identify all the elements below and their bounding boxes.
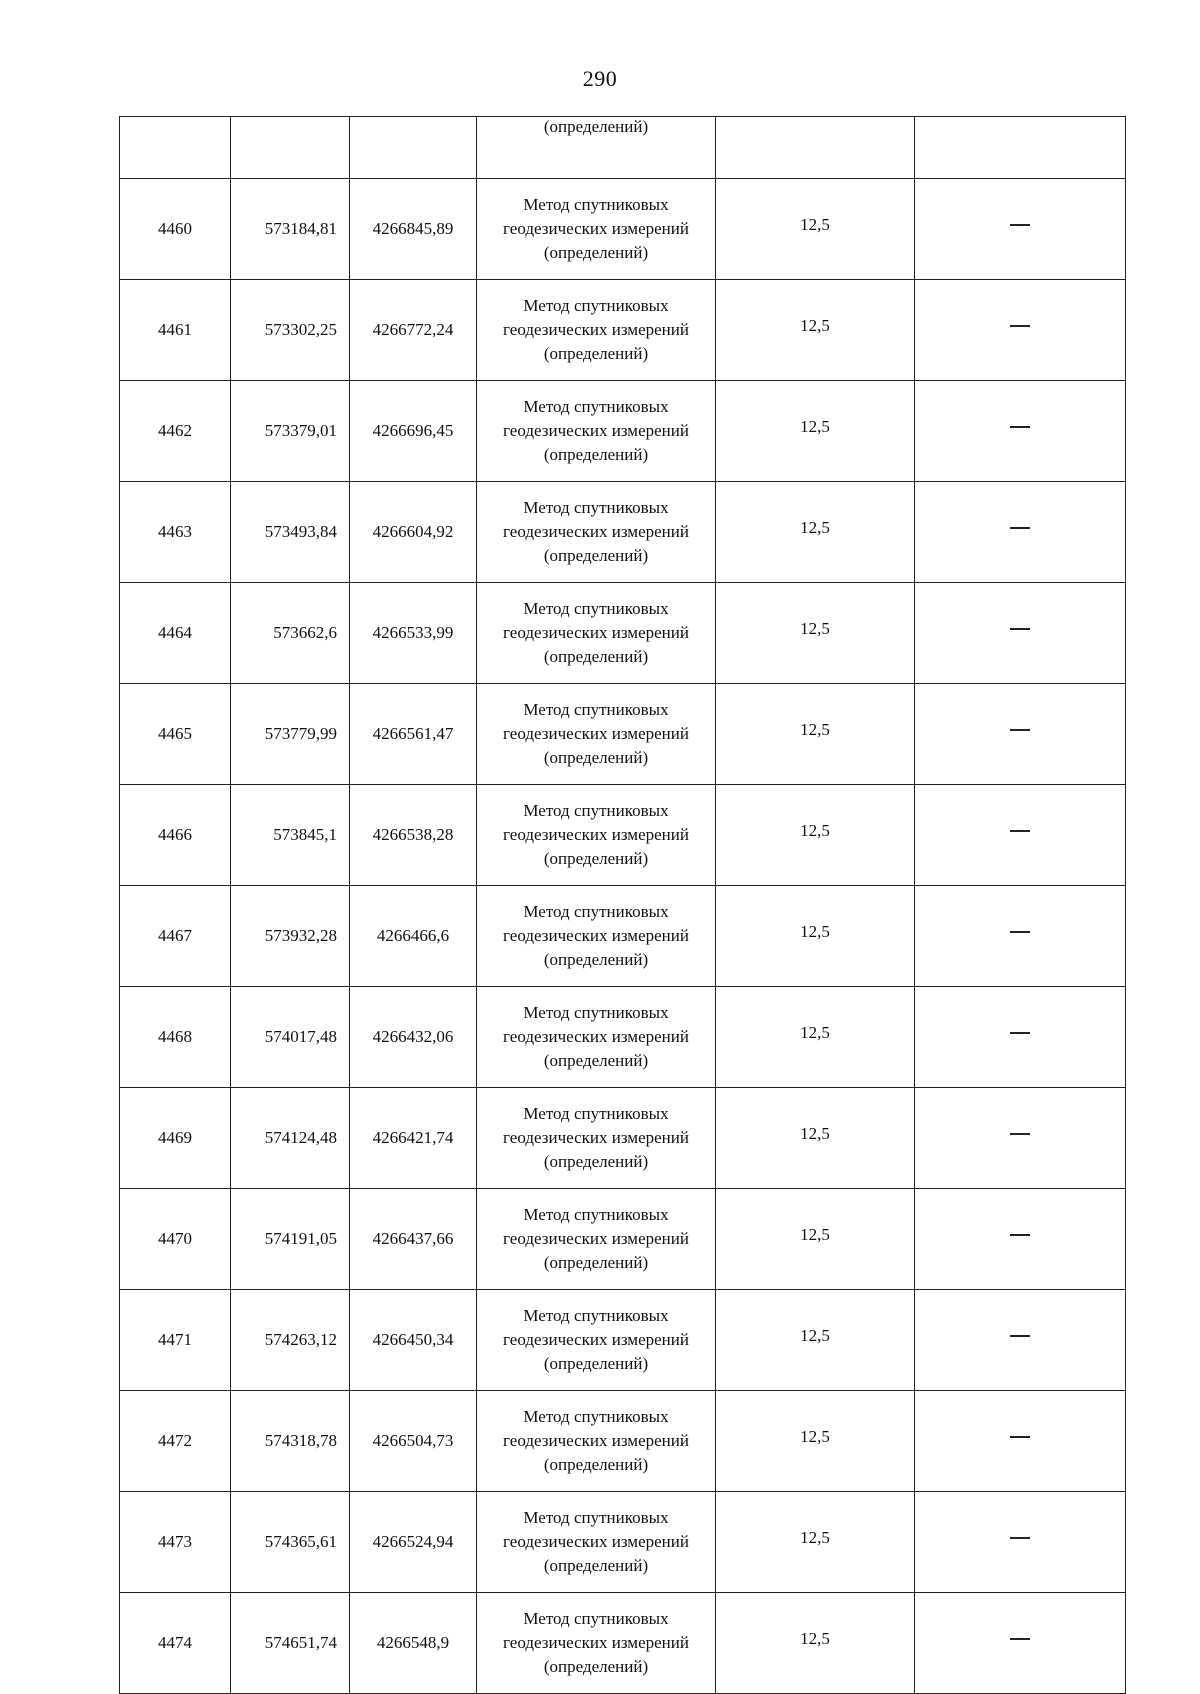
method-line: (определений): [543, 243, 649, 262]
dash-mark: [1010, 1032, 1030, 1033]
cell-accuracy: 12,5: [716, 1391, 915, 1492]
cell-y: 4266524,94: [350, 1492, 477, 1593]
method-line: геодезических измерений: [503, 1128, 689, 1147]
method-line: (определений): [543, 445, 649, 464]
method-line: геодезических измерений: [503, 1027, 689, 1046]
cell-method: [477, 1492, 716, 1593]
table-row: [120, 1290, 1126, 1391]
cell-note: [915, 684, 1126, 785]
dash-mark: [1010, 1234, 1030, 1235]
method-line: геодезических измерений: [503, 1431, 689, 1450]
method-line: геодезических измерений: [503, 1532, 689, 1551]
table-row: [120, 583, 1126, 684]
cell-y: 4266538,28: [350, 785, 477, 886]
dash-mark: [1010, 628, 1030, 629]
cell-num: 4469: [120, 1088, 231, 1189]
dash-mark: [1010, 1638, 1030, 1639]
method-line: Метод спутниковых: [523, 599, 669, 618]
cell-num: 4472: [120, 1391, 231, 1492]
method-line: (определений): [543, 1455, 649, 1474]
cell-x: 574017,48: [231, 987, 350, 1088]
method-line: (определений): [543, 1152, 649, 1171]
method-line: (определений): [543, 1354, 649, 1373]
cell-accuracy: 12,5: [716, 179, 915, 280]
method-line: (определений): [543, 344, 649, 363]
cell-method: [477, 1593, 716, 1694]
table-row: [120, 381, 1126, 482]
table-row: [120, 1593, 1126, 1694]
cell-num: 4468: [120, 987, 231, 1088]
table-row: [120, 1492, 1126, 1593]
cell-accuracy: 12,5: [716, 1088, 915, 1189]
cell-x: 574263,12: [231, 1290, 350, 1391]
dash-mark: [1010, 830, 1030, 831]
table-row: [120, 785, 1126, 886]
cell-num: 4473: [120, 1492, 231, 1593]
cell-method: [477, 987, 716, 1088]
cell-note: [915, 886, 1126, 987]
cell-method: (определений): [477, 117, 716, 179]
method-line: Метод спутниковых: [523, 1205, 669, 1224]
method-line: (определений): [543, 849, 649, 868]
cell-method: [477, 280, 716, 381]
cell-accuracy: 12,5: [716, 684, 915, 785]
method-line: Метод спутниковых: [523, 1003, 669, 1022]
cell-num: 4460: [120, 179, 231, 280]
cell-x: [231, 117, 350, 179]
cell-x: 574365,61: [231, 1492, 350, 1593]
cell-accuracy: 12,5: [716, 1593, 915, 1694]
dash-mark: [1010, 1335, 1030, 1336]
cell-accuracy: 12,5: [716, 482, 915, 583]
cell-accuracy: 12,5: [716, 1290, 915, 1391]
cell-x: 573493,84: [231, 482, 350, 583]
method-line: (определений): [543, 1253, 649, 1272]
cell-y: 4266696,45: [350, 381, 477, 482]
table-row: [120, 482, 1126, 583]
cell-note: [915, 583, 1126, 684]
cell-x: 574318,78: [231, 1391, 350, 1492]
cell-accuracy: 12,5: [716, 1189, 915, 1290]
cell-accuracy: [716, 117, 915, 179]
cell-y: 4266772,24: [350, 280, 477, 381]
continuation-row: [120, 117, 1126, 179]
cell-y: [350, 117, 477, 179]
method-line: Метод спутниковых: [523, 498, 669, 517]
cell-x: 573662,6: [231, 583, 350, 684]
cell-note: [915, 1391, 1126, 1492]
method-line: Метод спутниковых: [523, 902, 669, 921]
dash-mark: [1010, 1537, 1030, 1538]
cell-x: 573302,25: [231, 280, 350, 381]
cell-y: 4266421,74: [350, 1088, 477, 1189]
cell-method: [477, 1189, 716, 1290]
cell-note: [915, 785, 1126, 886]
cell-accuracy: 12,5: [716, 987, 915, 1088]
cell-x: 574124,48: [231, 1088, 350, 1189]
cell-note: [915, 1492, 1126, 1593]
cell-y: 4266561,47: [350, 684, 477, 785]
cell-num: [120, 117, 231, 179]
method-line: Метод спутниковых: [523, 397, 669, 416]
cell-note: [915, 1189, 1126, 1290]
method-line: Метод спутниковых: [523, 801, 669, 820]
cell-method: [477, 785, 716, 886]
cell-method: [477, 482, 716, 583]
cell-num: 4471: [120, 1290, 231, 1391]
coordinates-table: [119, 116, 1126, 1694]
table-row: [120, 684, 1126, 785]
method-line: геодезических измерений: [503, 724, 689, 743]
method-line: геодезических измерений: [503, 219, 689, 238]
cell-y: 4266504,73: [350, 1391, 477, 1492]
dash-mark: [1010, 527, 1030, 528]
table-row: [120, 179, 1126, 280]
cell-note: [915, 1290, 1126, 1391]
cell-method: [477, 381, 716, 482]
cell-note: [915, 987, 1126, 1088]
method-line: геодезических измерений: [503, 421, 689, 440]
method-line: геодезических измерений: [503, 1633, 689, 1652]
cell-accuracy: 12,5: [716, 280, 915, 381]
method-line: (определений): [543, 748, 649, 767]
cell-num: 4462: [120, 381, 231, 482]
method-line: Метод спутниковых: [523, 1104, 669, 1123]
table-row: [120, 1088, 1126, 1189]
cell-method: [477, 179, 716, 280]
cell-x: 574191,05: [231, 1189, 350, 1290]
cell-y: 4266604,92: [350, 482, 477, 583]
cell-y: 4266437,66: [350, 1189, 477, 1290]
cell-y: 4266548,9: [350, 1593, 477, 1694]
dash-mark: [1010, 224, 1030, 225]
cell-num: 4466: [120, 785, 231, 886]
method-line: геодезических измерений: [503, 623, 689, 642]
dash-mark: [1010, 931, 1030, 932]
cell-note: [915, 1088, 1126, 1189]
method-line: Метод спутниковых: [523, 195, 669, 214]
cell-method: [477, 583, 716, 684]
cell-method: [477, 684, 716, 785]
method-line: (определений): [543, 647, 649, 666]
cell-y: 4266466,6: [350, 886, 477, 987]
method-line: (определений): [543, 1657, 649, 1676]
method-line: (определений): [543, 1051, 649, 1070]
cell-accuracy: 12,5: [716, 1492, 915, 1593]
table-body: [120, 117, 1126, 1694]
cell-method: [477, 1391, 716, 1492]
cell-num: 4470: [120, 1189, 231, 1290]
cell-note: [915, 381, 1126, 482]
cell-y: 4266845,89: [350, 179, 477, 280]
cell-accuracy: 12,5: [716, 785, 915, 886]
cell-method: [477, 1088, 716, 1189]
cell-num: 4461: [120, 280, 231, 381]
cell-note: [915, 179, 1126, 280]
cell-num: 4463: [120, 482, 231, 583]
table-row: [120, 886, 1126, 987]
method-line: Метод спутниковых: [523, 1306, 669, 1325]
method-line: Метод спутниковых: [523, 1609, 669, 1628]
dash-mark: [1010, 1436, 1030, 1437]
method-line: геодезических измерений: [503, 1229, 689, 1248]
dash-mark: [1010, 325, 1030, 326]
cell-method: [477, 886, 716, 987]
cell-accuracy: 12,5: [716, 381, 915, 482]
cell-note: [915, 482, 1126, 583]
cell-x: 573184,81: [231, 179, 350, 280]
method-line: (определений): [543, 546, 649, 565]
page-number: 290: [582, 66, 618, 91]
cell-x: 573932,28: [231, 886, 350, 987]
table-row: [120, 1189, 1126, 1290]
cell-x: 573845,1: [231, 785, 350, 886]
dash-mark: [1010, 729, 1030, 730]
dash-mark: [1010, 426, 1030, 427]
cell-y: 4266450,34: [350, 1290, 477, 1391]
cell-note: [915, 117, 1126, 179]
cell-method: [477, 1290, 716, 1391]
cell-x: 574651,74: [231, 1593, 350, 1694]
cell-x: 573779,99: [231, 684, 350, 785]
dash-mark: [1010, 1133, 1030, 1134]
cell-num: 4464: [120, 583, 231, 684]
table-row: [120, 280, 1126, 381]
method-line: геодезических измерений: [503, 926, 689, 945]
cell-num: 4474: [120, 1593, 231, 1694]
cell-x: 573379,01: [231, 381, 350, 482]
cell-note: [915, 280, 1126, 381]
method-line: Метод спутниковых: [523, 1407, 669, 1426]
method-line: геодезических измерений: [503, 825, 689, 844]
method-line: (определений): [543, 950, 649, 969]
table-row: [120, 1391, 1126, 1492]
method-line: (определений): [543, 1556, 649, 1575]
cell-y: 4266533,99: [350, 583, 477, 684]
cell-num: 4465: [120, 684, 231, 785]
method-line: Метод спутниковых: [523, 1508, 669, 1527]
method-line: геодезических измерений: [503, 1330, 689, 1349]
table-row: [120, 987, 1126, 1088]
cell-note: [915, 1593, 1126, 1694]
cell-y: 4266432,06: [350, 987, 477, 1088]
method-line: геодезических измерений: [503, 320, 689, 339]
cell-accuracy: 12,5: [716, 886, 915, 987]
method-line: Метод спутниковых: [523, 296, 669, 315]
method-line: Метод спутниковых: [523, 700, 669, 719]
cell-num: 4467: [120, 886, 231, 987]
cell-accuracy: 12,5: [716, 583, 915, 684]
method-line: геодезических измерений: [503, 522, 689, 541]
